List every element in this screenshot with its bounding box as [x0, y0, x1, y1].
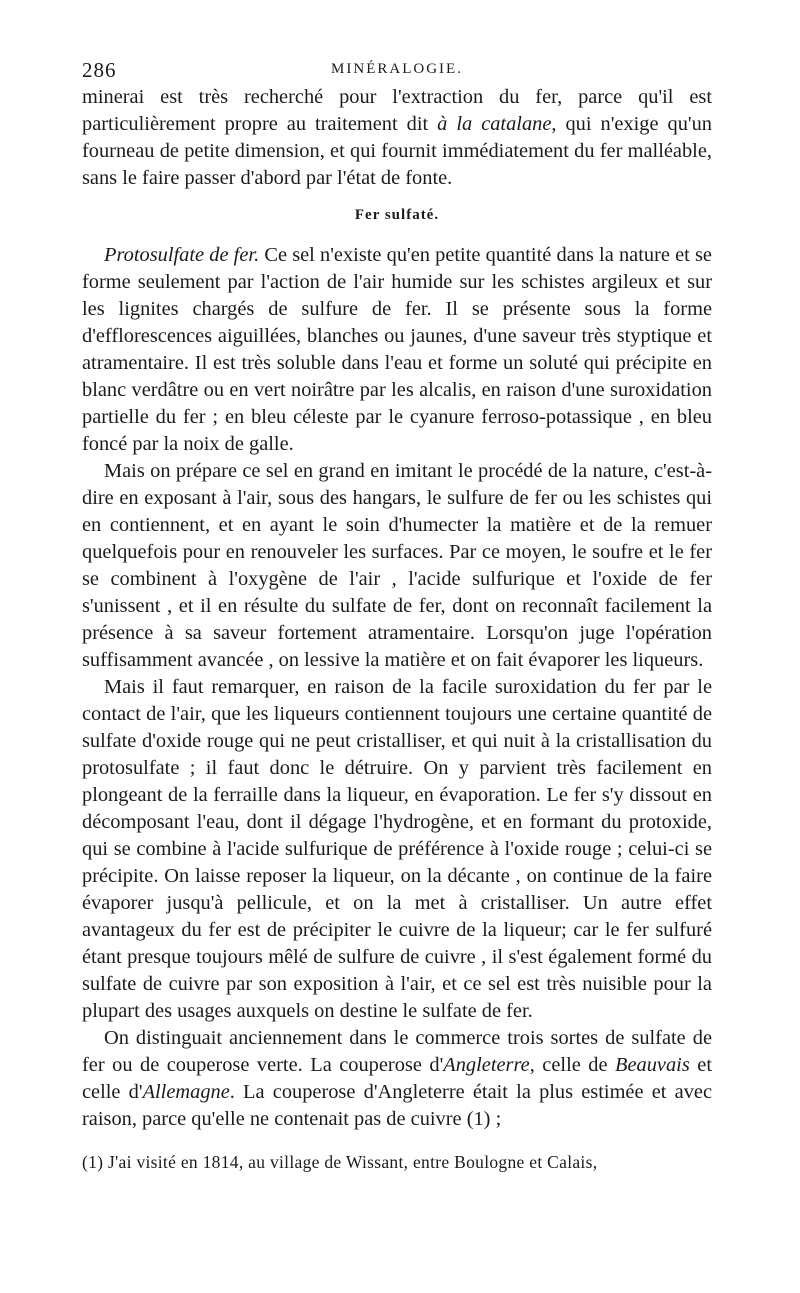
italic-term: Angleterre: [443, 1054, 530, 1076]
paragraph-remark: Mais il faut remarquer, en raison de la facile suroxidation du fer par le contact de l'air, que les liqueurs contiennent toujours une certaine quantité de sulfate d'oxide rouge qui ne peut cristalliser, et qui nuit à la cristallisation du protosulfate ; il faut donc le détruire. On y parvient très facilement en plongeant de la ferraille dans la liqueur, en évaporation. Le fer s'y dissout en décomposant l'eau, dont il dégage l'hydrogène, et en formant du protoxide, qui se combine à l'acide sulfurique de préférence à l'oxide rouge ; celui-ci se précipite. On laisse reposer la liqueur, on la décante , on continue de la faire évaporer jusqu'à pellicule, et on la met à cristalliser. Un autre effet avantageux du fer est de précipiter le cuivre de la liqueur; car le fer sulfuré étant presque toujours mêlé de sulfure de cuivre , il s'est également formé du sulfate de cuivre par son exposition à l'air, et ce sel est très nuisible pour la plupart des usages auxquels on destine le sulfate de fer.: [82, 676, 712, 1022]
running-title: MINÉRALOGIE.: [331, 61, 463, 77]
text-run: . La couperose d'Angleterre était la plus estimée et avec raison, parce qu'elle ne contenait pas de cuivre (1) ;: [82, 1081, 712, 1130]
text-run: On distinguait anciennement dans le commerce trois sortes de sulfate de fer ou de couperose verte. La couperose d': [82, 1027, 712, 1076]
paragraph-protosulfate: [82, 242, 712, 458]
italic-term: Protosulfate de fer.: [104, 244, 260, 266]
running-head: [82, 58, 712, 86]
text-run: , celle de: [529, 1054, 616, 1076]
italic-term: à la catalane: [437, 113, 552, 135]
paragraph-continued: [82, 84, 712, 192]
section-heading: Fer sulfaté.: [354, 207, 440, 223]
text-run: et celle d': [82, 1054, 712, 1103]
body-text: [82, 84, 712, 1133]
paragraph-preparation: Mais on prépare ce sel en grand en imitant le procédé de la nature, c'est-à-dire en exposant à l'air, sous des hangars, le sulfure de fer ou les schistes qui en contiennent, et en ayant le soin d'humecter la matière et de la remuer quelquefois pour en renouveler les surfaces. Par ce moyen, le soufre et le fer se combinent à l'oxygène de l'air , l'acide sulfurique et l'oxide de fer s'unissent , et il en résulte du sulfate de fer, dont on reconnaît facilement la présence à sa saveur fortement atramentaire. Lorsqu'on juge l'opération suffisamment avancée , on lessive la matière et on fait évaporer les liqueurs.: [82, 460, 712, 671]
text-run: Ce sel n'existe qu'en petite quantité dans la nature et se forme seulement par l'action de l'air humide sur les schistes argileux et sur les lignites chargés de sulfure de fer. Il se présente sous la forme d'efflorescences aiguillées, blanches ou jaunes, d'une saveur très styptique et atramentaire. Il est très soluble dans l'eau et forme un soluté qui précipite en blanc verdâtre ou en vert noirâtre par les alcalis, en raison d'une suroxidation partielle du fer ; en bleu céleste par le cyanure ferroso-potassique , en bleu foncé par la noix de galle.: [82, 244, 712, 455]
page-number: 286: [82, 58, 117, 82]
text-run: , qui n'exige qu'un fourneau de petite dimension, et qui fournit immédiatement du fer malléable, sans le faire passer d'abord par l'état de fonte.: [82, 113, 712, 189]
paragraph-commerce: [82, 1025, 712, 1133]
text-run: minerai est très recherché pour l'extraction du fer, parce qu'il est particulièrement propre au traitement dit: [82, 86, 712, 135]
footnote: (1) J'ai visité en 1814, au village de Wissant, entre Boulogne et Calais,: [82, 1152, 598, 1172]
italic-term: Allemagne: [142, 1081, 230, 1103]
italic-term: Beauvais: [615, 1054, 690, 1076]
